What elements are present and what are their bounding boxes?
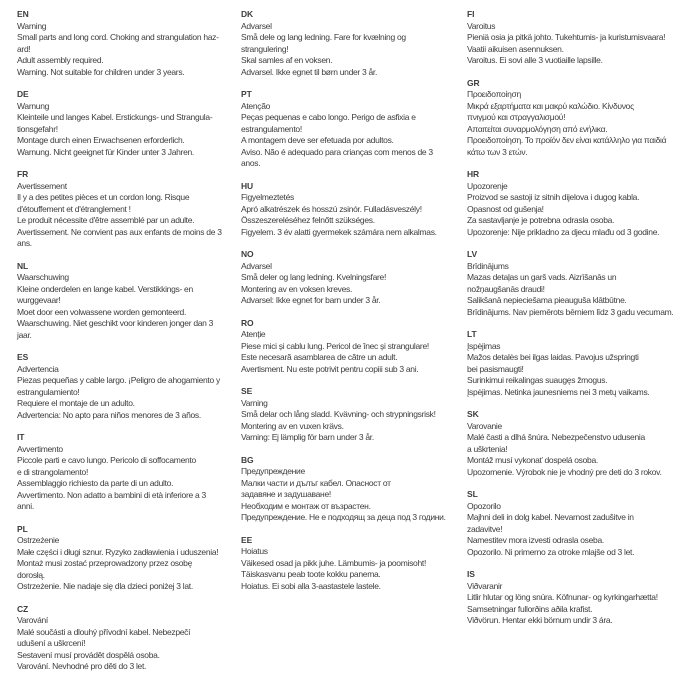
language-code-label: HU xyxy=(241,180,254,191)
warning-text-line: d'étouffement et d'étranglement ! xyxy=(17,203,131,214)
warning-text-line: Assemblaggio richiesto da parte di un adulto. xyxy=(17,478,174,488)
warning-text-line: ard! xyxy=(17,43,31,54)
language-block-lv xyxy=(467,249,683,318)
language-code-label: LV xyxy=(467,249,478,259)
language-code-label: PL xyxy=(17,523,28,534)
column-1 xyxy=(17,9,241,684)
warning-text-line: Litlir hlutar og löng snúra. Köfnunar- og kyrkingarhætta! xyxy=(467,592,658,602)
warning-text-line: Malé součásti a dlouhý přívodní kabel. Nebezpečí xyxy=(17,626,191,637)
warning-text-line: Avvertimento. Non adatto a bambini di età inferiore a 3 xyxy=(17,489,206,500)
language-code-label: EN xyxy=(17,9,29,19)
warning-text-line: Figyelmeztetés xyxy=(241,192,294,202)
warning-text-line: Warning. Not suitable for children under 3 years. xyxy=(17,66,185,77)
language-block-nl xyxy=(17,261,241,342)
language-block-is xyxy=(467,569,683,627)
warning-text-line: Atenție xyxy=(241,329,266,339)
warning-text-line: jaar. xyxy=(17,329,32,340)
warning-text-line: Προειδοποίηση xyxy=(467,89,521,99)
language-code-label: ES xyxy=(17,352,29,362)
warning-text-line: Montaż musi zostać przeprowadzony przez osobę xyxy=(17,558,193,568)
language-block-lt xyxy=(467,329,683,398)
language-code-label: BG xyxy=(241,454,254,465)
warning-text-line: Montáž musí vykonať dospelá osoba. xyxy=(467,455,598,465)
warning-text-line: e di strangolamento! xyxy=(17,466,89,477)
warning-text-line: Le produit nécessite d'être assemblé par un adulte. xyxy=(17,215,195,225)
language-code-label: PT xyxy=(241,89,252,99)
warning-text-line: Małe części i długi sznur. Ryzyko zadławienia i uduszenia! xyxy=(17,546,219,557)
warning-text-line: Warnung. Nicht geeignet für Kinder unter 3 Jahren. xyxy=(17,146,194,157)
warning-text-line: Varovanie xyxy=(467,420,502,431)
warning-text-line: Malé časti a dlhá šnúra. Nebezpečenstvo udusenia xyxy=(467,432,645,442)
warning-text-line: Moet door een volwassene worden gemonteerd. xyxy=(17,306,187,317)
warning-text-line: Små dele og lang ledning. Fare for kvælning og xyxy=(241,32,406,42)
language-block-sl xyxy=(467,489,683,558)
warning-text-line: Montage durch einen Erwachsenen erforderlich. xyxy=(17,135,185,145)
warning-text-line: Skal samles af en voksen. xyxy=(241,55,333,65)
warning-text-line: Προειδοποίηση. Το προϊόν δεν είναι κατάλληλο για παιδιά xyxy=(467,135,667,145)
warning-text-line: Små delar och lång sladd. Kvävning- och strypningsrisk! xyxy=(241,409,436,419)
warning-text-line: Įspėjimas. Netinka jaunesniems nei 3 metų vaikams. xyxy=(467,386,650,397)
warning-text-line: Varning xyxy=(241,397,268,408)
language-code-label: IT xyxy=(17,432,25,442)
warning-text-line: a uškrtenia! xyxy=(467,443,508,454)
warning-text-line: Advarsel: Ikke egnet for barn under 3 år. xyxy=(241,295,381,305)
warning-text-line: Hoiatus xyxy=(241,546,268,556)
warning-text-line: Atenção xyxy=(241,100,271,111)
language-block-es xyxy=(17,352,241,421)
column-3 xyxy=(467,9,683,638)
warning-text-line: Adult assembly required. xyxy=(17,55,104,65)
warning-text-line: Vaatii aikuisen asennuksen. xyxy=(467,43,564,54)
language-code-label: SE xyxy=(241,386,253,396)
warning-text-line: Proizvod se sastoji iz sitnih dijelova i dugog kabla. xyxy=(467,192,640,202)
warning-text-line: Este necesară asamblarea de către un adult. xyxy=(241,352,398,362)
language-block-fr xyxy=(17,169,241,250)
warning-text-line: Brīdinājums xyxy=(467,260,509,271)
warning-text-line: Viðvörun. Hentar ekki börnum undir 3 ára. xyxy=(467,615,613,625)
warning-text-line: Advarsel xyxy=(241,20,272,31)
warning-text-line: Figyelem. 3 év alatti gyermekek számára nem alkalmas. xyxy=(241,226,437,237)
warning-text-line: Il y a des petites pièces et un cordon long. Risque xyxy=(17,192,190,202)
warning-text-line: Ostrzeżenie xyxy=(17,535,60,545)
language-block-de xyxy=(17,89,241,158)
warning-text-line: Za sastavljanje je potrebna odrasla osoba. xyxy=(467,215,615,225)
language-code-label: HR xyxy=(467,169,480,179)
warning-text-line: Samsetningar fullorðins aðila krafist. xyxy=(467,603,593,614)
warning-text-line: Viðvaranir xyxy=(467,580,503,591)
language-block-bg xyxy=(241,455,467,524)
warning-text-line: κάτω των 3 ετών. xyxy=(467,146,528,157)
warning-text-line: Brīdinājums. Nav piemērots bērniem līdz 3 gadu vecumam. xyxy=(467,306,674,317)
warning-text-line: Väikesed osad ja pikk juhe. Lämbumis- ja poomisoht! xyxy=(241,557,427,568)
language-block-it xyxy=(17,432,241,513)
warning-text-line: Majhni deli in dolg kabel. Nevarnost zadušitve in xyxy=(467,512,634,522)
language-block-no xyxy=(241,249,467,307)
warning-text-line: Sestavení musí provádět dospělá osoba. xyxy=(17,649,160,660)
warning-text-line: Montering av en vuxen krävs. xyxy=(241,420,344,431)
warning-text-line: Piese mici și cablu lung. Pericol de înec și strangulare! xyxy=(241,340,429,351)
warning-text-line: udušení a uškrcení! xyxy=(17,638,86,648)
warning-text-line: Opozorilo xyxy=(467,500,501,511)
warning-text-line: Upozornenie. Výrobok nie je vhodný pre deti do 3 rokov. xyxy=(467,466,662,477)
language-code-label: DE xyxy=(17,89,29,99)
warning-text-line: wurggevaar! xyxy=(17,295,61,305)
warning-text-line: Peças pequenas e cabo longo. Perigo de asfixia e xyxy=(241,112,416,122)
language-code-label: DK xyxy=(241,9,254,19)
warning-text-line: Täiskasvanu peab toote kokku panema. xyxy=(241,569,381,579)
language-block-pl xyxy=(17,524,241,593)
warning-text-line: estrangulamento! xyxy=(241,123,302,134)
warning-text-line: Необходим е монтаж от възрастен. xyxy=(241,500,371,511)
warning-text-line: Varoitus xyxy=(467,20,496,31)
warning-text-line: A montagem deve ser efetuada por adultos. xyxy=(241,135,394,145)
language-block-pt xyxy=(241,89,467,170)
warning-text-line: Kleinteile und langes Kabel. Erstickungs- und Strangula- xyxy=(17,112,213,122)
warning-text-line: estrangulamiento! xyxy=(17,386,80,397)
warning-text-line: Waarschuwing. Niet geschikt voor kinderen jonger dan 3 xyxy=(17,318,214,328)
language-code-label: IS xyxy=(467,569,475,579)
language-block-hu xyxy=(241,181,467,239)
language-block-hr xyxy=(467,169,683,238)
language-code-label: FR xyxy=(17,169,29,179)
warning-text-line: anos. xyxy=(241,158,261,168)
warning-text-line: Warning xyxy=(17,20,47,31)
language-code-label: FI xyxy=(467,9,475,19)
warning-text-line: Pieniä osia ja pitkä johto. Tukehtumis- ja kuristumisvaara! xyxy=(467,32,666,42)
warning-text-line: Предупреждение xyxy=(241,466,305,476)
language-code-label: LT xyxy=(467,329,477,339)
warning-text-line: задавяне и задушаване! xyxy=(241,489,331,499)
language-block-ro xyxy=(241,318,467,376)
warning-text-line: Advertencia xyxy=(17,363,59,374)
language-block-sk xyxy=(467,409,683,478)
warning-text-line: Varování xyxy=(17,615,48,625)
warning-text-line: Apró alkatrészek és hosszú zsinór. Fulladásveszély! xyxy=(241,203,422,214)
warning-text-line: Ostrzeżenie. Nie nadaje się dla dzieci poniżej 3 lat. xyxy=(17,581,193,591)
language-block-en xyxy=(17,9,241,78)
warning-text-line: tionsgefahr! xyxy=(17,123,58,134)
language-code-label: RO xyxy=(241,317,254,328)
warning-text-line: strangulering! xyxy=(241,43,289,54)
warning-text-line: Малки части и дълъг кабел. Опасност от xyxy=(241,477,391,488)
warning-text-line: Requiere el montaje de un adulto. xyxy=(17,398,135,408)
language-columns xyxy=(17,9,700,684)
language-code-label: SL xyxy=(467,489,478,499)
warning-text-line: Összeszereléséhez felnőtt szükséges. xyxy=(241,215,375,225)
warning-text-line: Waarschuwing xyxy=(17,272,69,282)
warning-text-line: Upozorenje xyxy=(467,180,508,191)
warning-text-line: Varoitus. Ei sovi alle 3 vuotiaille lapsille. xyxy=(467,55,603,65)
warning-text-line: Piezas pequeñas y cable largo. ¡Peligro de ahogamiento y xyxy=(17,375,220,385)
language-code-label: EE xyxy=(241,534,253,545)
warning-text-line: Advertencia: No apto para niños menores de 3 años. xyxy=(17,409,201,420)
warning-text-line: Απαιτείται συναρμολόγηση από ενήλικα. xyxy=(467,123,608,134)
warning-text-line: Namestitev mora izvesti odrasla oseba. xyxy=(467,535,604,545)
warning-text-line: Hoiatus. Ei sobi alla 3-aastastele lastele. xyxy=(241,580,381,591)
language-block-dk xyxy=(241,9,467,78)
warning-text-line: Mazas detaļas un garš vads. Aizrīšanās un xyxy=(467,272,617,282)
warning-text-line: Advarsel xyxy=(241,260,272,271)
warning-text-line: Surinkimui reikalingas suaugęs žmogus. xyxy=(467,375,608,385)
warning-text-line: Small parts and long cord. Choking and strangulation haz- xyxy=(17,32,219,42)
warning-text-line: Opasnost od gušenja! xyxy=(467,203,544,214)
warning-text-line: Įspėjimas xyxy=(467,340,501,351)
warning-text-line: Opozorilo. Ni primerno za otroke mlajše od 3 let. xyxy=(467,546,635,557)
warning-text-line: bei pasismaugti! xyxy=(467,363,524,374)
warning-text-line: πνιγμού και στραγγαλισμού! xyxy=(467,112,566,122)
language-code-label: SK xyxy=(467,409,479,419)
warning-text-line: Kleine onderdelen en lange kabel. Verstikkings- en xyxy=(17,283,193,294)
warning-text-line: Mažos detalės bei ilgas laidas. Pavojus užspringti xyxy=(467,352,639,362)
warning-text-line: Montering av en voksen kreves. xyxy=(241,283,353,294)
warning-text-line: Avertissement. Ne convient pas aux enfants de moins de 3 xyxy=(17,226,222,237)
warning-text-line: Varning: Ej lämplig för barn under 3 år. xyxy=(241,432,374,442)
warning-text-line: Salikšanā nepieciešama pieauguša klātbūtne. xyxy=(467,295,627,305)
warning-text-line: Avertisment. Nu este potrivit pentru copiii sub 3 ani. xyxy=(241,363,419,374)
warning-text-line: Μικρά εξαρτήματα και μακρύ καλώδιο. Κίνδυνος xyxy=(467,100,634,111)
warning-text-line: Предупреждение. Не е подходящ за деца под 3 години. xyxy=(241,512,446,522)
warning-text-line: dorosłą. xyxy=(17,569,45,580)
warning-text-line: Warnung xyxy=(17,100,50,111)
warning-text-line: ans. xyxy=(17,238,32,248)
language-code-label: CZ xyxy=(17,603,29,614)
warning-text-line: nožņaugšanās draudi! xyxy=(467,283,545,294)
warning-text-line: Aviso. Não é adequado para crianças com menos de 3 xyxy=(241,146,433,157)
language-block-ee xyxy=(241,535,467,593)
warning-text-line: Advarsel. Ikke egnet til børn under 3 år. xyxy=(241,66,378,77)
language-code-label: NO xyxy=(241,249,254,259)
language-block-cz xyxy=(17,604,241,673)
warning-text-line: anni. xyxy=(17,501,34,511)
language-block-se xyxy=(241,386,467,444)
warning-text-line: Avvertimento xyxy=(17,443,63,454)
column-2 xyxy=(241,9,467,603)
warning-text-line: zadavitve! xyxy=(467,523,503,534)
warning-text-line: Varování. Nevhodné pro děti do 3 let. xyxy=(17,661,147,671)
language-block-gr xyxy=(467,78,683,159)
language-code-label: GR xyxy=(467,77,480,88)
warning-text-line: Avertissement xyxy=(17,180,67,191)
warning-text-line: Upozorenje: Nije prikladno za djecu mlađu od 3 godine. xyxy=(467,226,660,237)
warning-text-line: Piccole parti e cavo lungo. Pericolo di soffocamento xyxy=(17,455,196,465)
language-code-label: NL xyxy=(17,260,29,271)
warning-text-line: Små deler og lang ledning. Kvelningsfare! xyxy=(241,272,387,282)
language-block-fi xyxy=(467,9,683,67)
